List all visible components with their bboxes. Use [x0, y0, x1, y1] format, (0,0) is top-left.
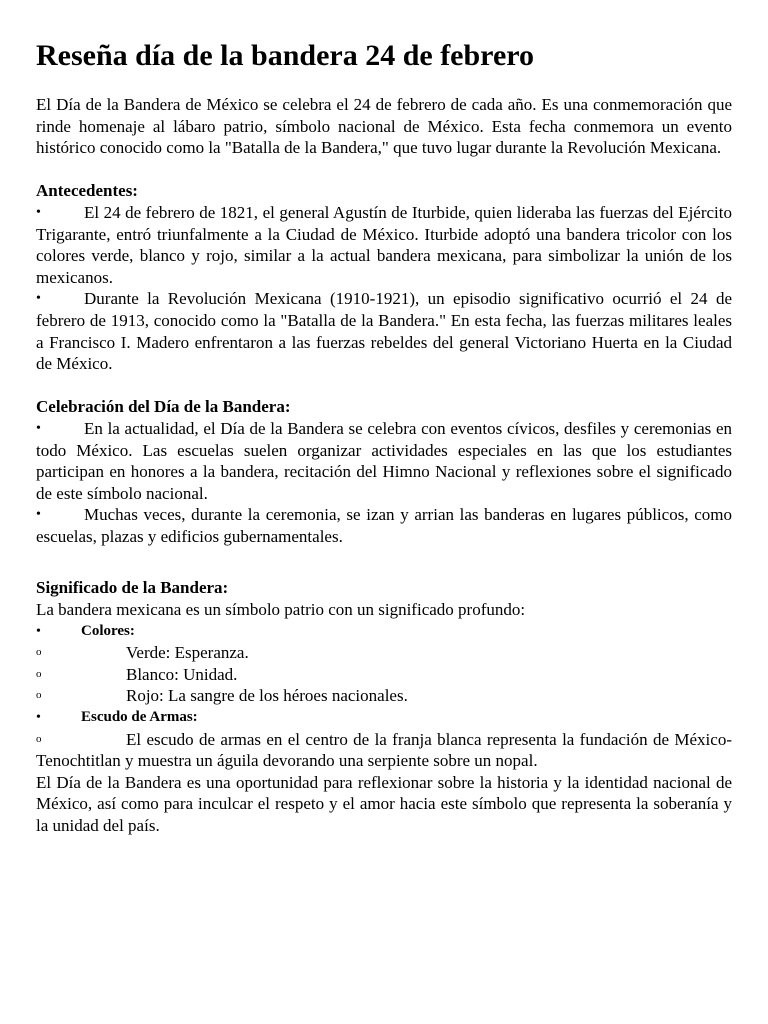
significado-intro: La bandera mexicana es un símbolo patrio con un significado profundo: — [36, 600, 526, 620]
page-title: Reseña día de la bandera 24 de febrero — [36, 39, 535, 72]
intro-paragraph: El Día de la Bandera de México se celebra el 24 de febrero de cada año. Es una conmemoración que rinde homenaje al lábaro patrio, símbolo nacional de México. Esta fecha conmemora un evento histórico conocido como la "Batalla de la Bandera," que tuvo lugar durante la Revolución Mexicana. — [36, 95, 732, 158]
circle-bullet-icon: o — [36, 689, 42, 702]
colores-label: • Colores: — [36, 621, 732, 643]
antecedentes-heading: Antecedentes: — [36, 181, 138, 201]
list-item: o Blanco: Unidad. — [36, 664, 238, 684]
list-item: • El 24 de febrero de 1821, el general Agustín de Iturbide, quien lideraba las fuerzas del Ejército Trigarante, entró triunfalmente a la Ciudad de México. Iturbide adoptó una bandera tricolor con los colores verde, blanco y rojo, similar a la actual bandera mexicana, para simbolizar la unión de los mexicanos. — [36, 202, 732, 287]
document-body — [36, 94, 732, 837]
list-item: • Muchas veces, durante la ceremonia, se izan y arrian las banderas en lugares públicos, como escuelas, plazas y edificios gubernamentales. — [36, 505, 732, 546]
circle-bullet-icon: o — [36, 646, 42, 659]
circle-bullet-icon: o — [36, 732, 42, 745]
closing-paragraph: El Día de la Bandera es una oportunidad para reflexionar sobre la historia y la identidad nacional de México, así como para inculcar el respeto y el amor hacia este símbolo que representa la soberanía y la unidad del país. — [36, 772, 732, 835]
circle-bullet-icon: o — [36, 667, 42, 680]
celebracion-heading: Celebración del Día de la Bandera: — [36, 397, 291, 417]
list-item: o El escudo de armas en el centro de la franja blanca representa la fundación de México-Tenochtitlan y muestra un águila devorando una serpiente sobre un nopal. — [36, 729, 732, 771]
bullet-icon: • — [36, 623, 41, 639]
escudo-label: • Escudo de Armas: — [36, 707, 732, 729]
list-item: o Rojo: La sangre de los héroes nacionales. — [36, 686, 408, 706]
bullet-icon: • — [36, 204, 41, 220]
bullet-icon: • — [36, 291, 41, 307]
bullet-icon: • — [36, 420, 41, 436]
list-item: • En la actualidad, el Día de la Bandera se celebra con eventos cívicos, desfiles y ceremonias en todo México. Las escuelas suelen organizar actividades especiales en las que los estudiantes participan en honores a la bandera, recitación del Himno Nacional y reflexiones sobre el significado de este símbolo nacional. — [36, 418, 732, 503]
bullet-icon: • — [36, 710, 41, 726]
bullet-icon: • — [36, 507, 41, 523]
list-item: • Durante la Revolución Mexicana (1910-1921), un episodio significativo ocurrió el 24 de febrero de 1913, conocido como la "Batalla de la Bandera." En esta fecha, las fuerzas militares leales a Francisco I. Madero enfrentaron a las fuerzas rebeldes del general Victoriano Huerta en la Ciudad de México. — [36, 289, 732, 374]
list-item: o Verde: Esperanza. — [36, 643, 249, 663]
significado-heading: Significado de la Bandera: — [36, 578, 229, 598]
